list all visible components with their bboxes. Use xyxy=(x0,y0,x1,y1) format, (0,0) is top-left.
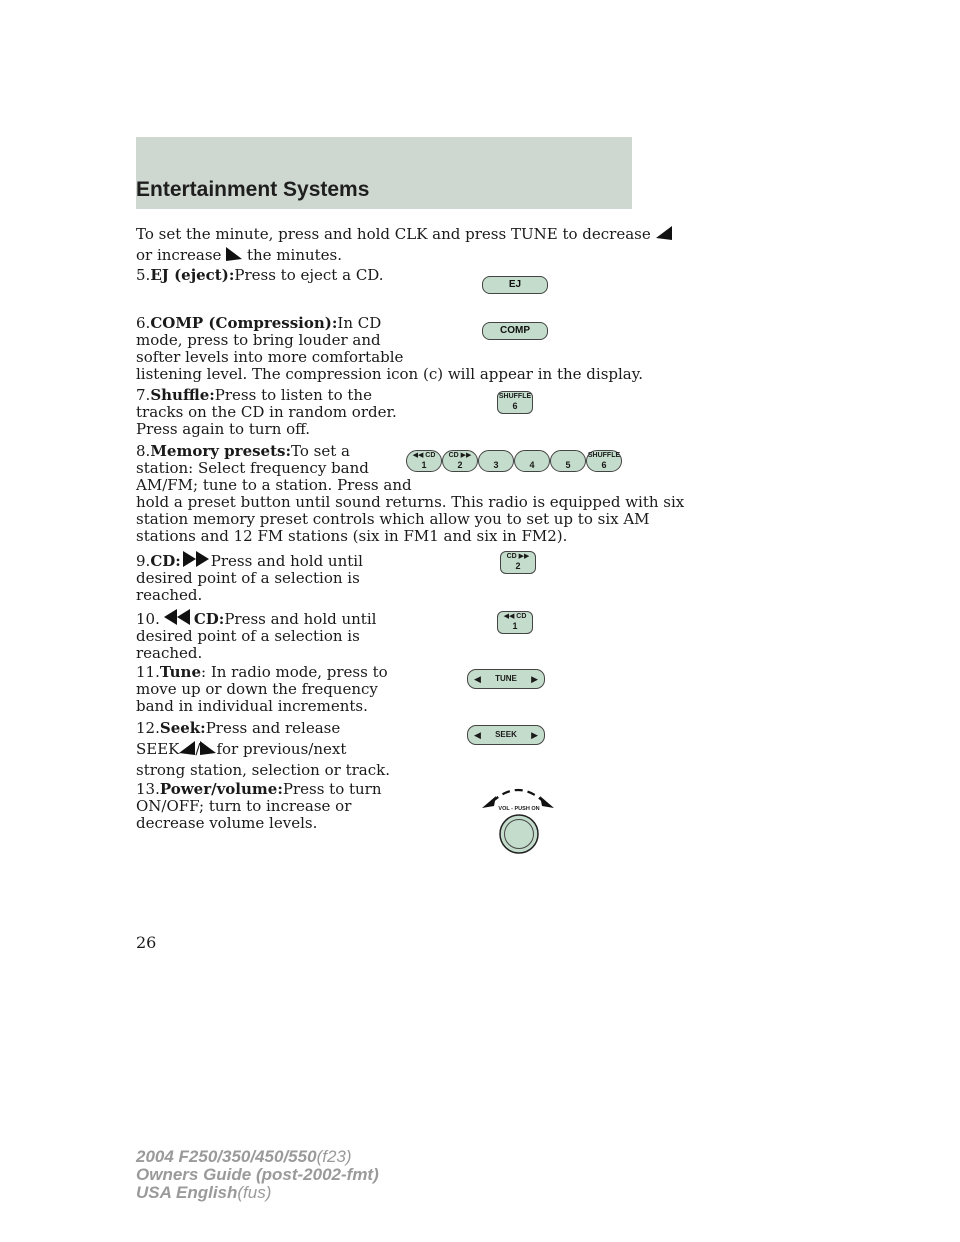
item-seek: 12.Seek:Press and release SEEK / for previous/next strong station, selection or track. xyxy=(136,719,390,779)
item-tune: 11.Tune: In radio mode, press to move up or down the frequency band in individual increments. xyxy=(136,663,388,715)
section-title: Entertainment Systems xyxy=(136,178,370,201)
seek-rocker-left-icon: ◀ xyxy=(474,730,481,740)
tune-right-arrow-icon: ▶ xyxy=(531,674,538,684)
preset-button-4[interactable]: 4 xyxy=(514,450,550,472)
preset-button-5[interactable]: 5 xyxy=(550,450,586,472)
seek-rocker-button[interactable]: ◀ SEEK ▶ xyxy=(467,725,545,745)
rewind-icon xyxy=(160,609,194,625)
minute-text-line2: or increase the minutes. xyxy=(136,246,343,264)
preset-button-1[interactable]: ◀◀ CD 1 xyxy=(406,450,442,472)
preset-button-2[interactable]: CD ▶▶ 2 xyxy=(442,450,478,472)
item-cd-reverse: 10. CD:Press and hold until desired point of a selection is reached. xyxy=(136,610,377,662)
cd-forward-button[interactable]: CD ▶▶ 2 xyxy=(500,551,536,574)
preset-button-6[interactable]: SHUFFLE 6 xyxy=(587,452,621,470)
preset-button-row xyxy=(406,450,622,472)
seek-right-arrow-icon xyxy=(200,741,216,755)
volume-knob-assembly xyxy=(478,782,558,858)
page-number: 26 xyxy=(136,933,157,952)
item-cd-forward: 9.CD: Press and hold until desired point of a selection is reached. xyxy=(136,552,363,604)
minute-text-line1: To set the minute, press and hold CLK and press TUNE to decrease xyxy=(136,226,672,243)
volume-knob[interactable] xyxy=(500,815,538,853)
item-eject: 5.EJ (eject):Press to eject a CD. xyxy=(136,266,384,284)
right-arrow-icon xyxy=(226,247,242,261)
preset-button-3[interactable]: 3 xyxy=(478,450,514,472)
seek-left-arrow-icon xyxy=(179,741,195,755)
compression-button[interactable]: COMP xyxy=(482,322,548,340)
volume-knob-label: VOL - PUSH ON xyxy=(498,806,540,812)
cd-reverse-button[interactable]: ◀◀ CD 1 xyxy=(497,611,533,634)
seek-rocker-right-icon: ▶ xyxy=(531,730,538,740)
shuffle-button[interactable]: SHUFFLE 6 xyxy=(497,391,533,414)
item-power-volume: 13.Power/volume:Press to turn ON/OFF; turn to increase or decrease volume levels. xyxy=(136,780,382,832)
footer-line3: USA English(fus) xyxy=(136,1183,272,1202)
tune-left-arrow-icon: ◀ xyxy=(474,674,481,684)
eject-button[interactable]: EJ xyxy=(482,276,548,294)
left-arrow-icon xyxy=(656,226,672,240)
fast-forward-icon xyxy=(181,551,211,567)
tune-rocker-button[interactable]: ◀ TUNE ▶ xyxy=(467,669,545,689)
item-compression: 6.COMP (Compression):In CD mode, press to bring louder and softer levels into more comfortable listening level. The compression icon (c) will appear in the display. xyxy=(136,314,643,383)
item-shuffle: 7.Shuffle:Press to listen to the tracks on the CD in random order. Press again to turn off. xyxy=(136,386,397,438)
item-memory-presets: 8.Memory presets:To set a station: Select frequency band AM/FM; tune to a station. Press and hold a preset button until sound returns. This radio is equipped with six station memory preset controls which allow you to set up to six AM stations and 12 FM stations (six in FM1 and six in FM2). xyxy=(136,442,685,545)
footer-line2: Owners Guide (post-2002-fmt) xyxy=(136,1165,379,1184)
footer-line1: 2004 F250/350/450/550(f23) xyxy=(136,1147,352,1166)
